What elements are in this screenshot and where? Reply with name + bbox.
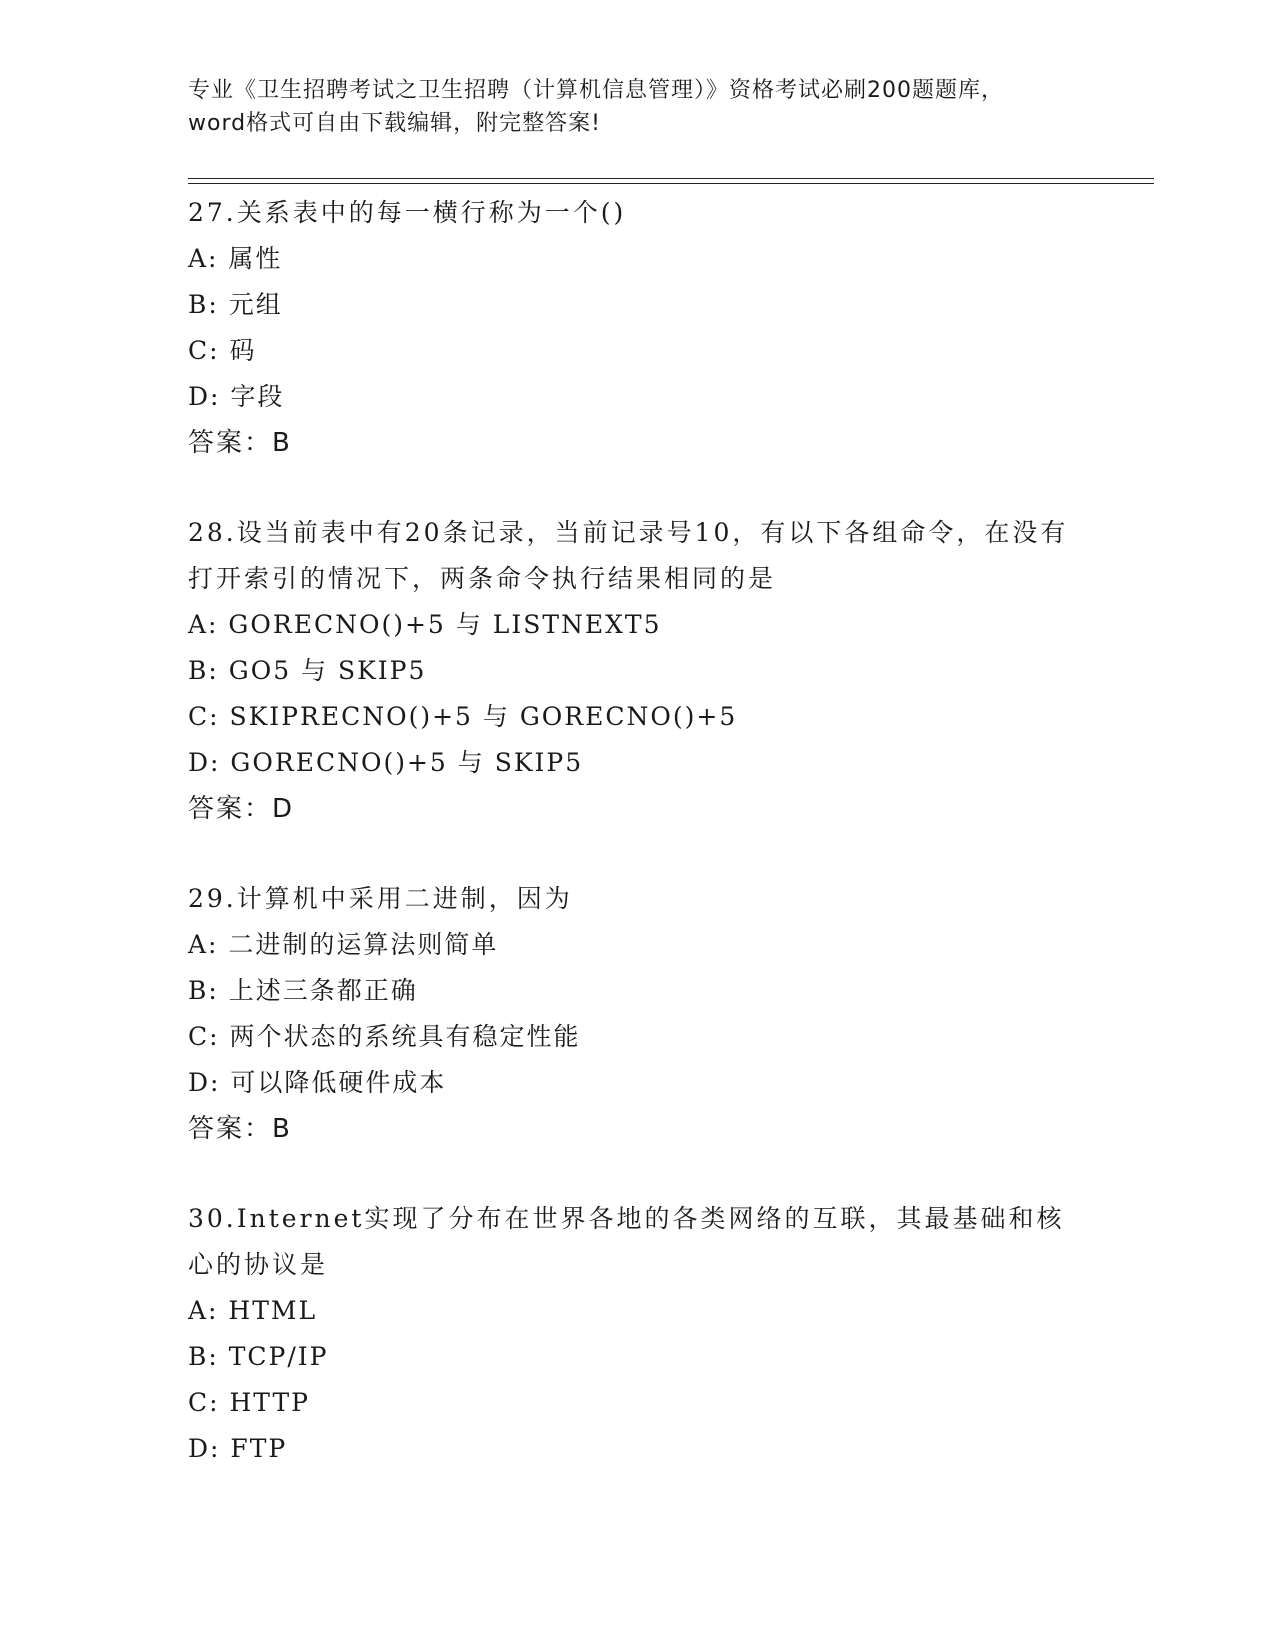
answer-line: 答案：B bbox=[188, 428, 292, 458]
option-a: A: 二进制的运算法则简单 bbox=[188, 930, 499, 959]
option-c: C: SKIPRECNO()+5 与 GORECNO()+5 bbox=[188, 702, 738, 731]
option-c: C: HTTP bbox=[188, 1388, 310, 1417]
question-list bbox=[188, 190, 1088, 1516]
option-d: D: 字段 bbox=[188, 382, 285, 411]
option-d: D: GORECNO()+5 与 SKIP5 bbox=[188, 748, 584, 777]
option-c: C: 两个状态的系统具有稳定性能 bbox=[188, 1022, 581, 1051]
question-text: 27.关系表中的每一横行称为一个() bbox=[188, 198, 627, 227]
header-divider-top bbox=[188, 178, 1154, 179]
option-b: B: GO5 与 SKIP5 bbox=[188, 656, 427, 685]
option-d: D: 可以降低硬件成本 bbox=[188, 1068, 447, 1097]
answer-line: 答案：B bbox=[188, 1114, 292, 1144]
question-29 bbox=[188, 876, 1088, 1152]
header-divider-bottom bbox=[188, 183, 1154, 184]
option-a: A: HTML bbox=[188, 1296, 318, 1325]
question-text: 29.计算机中采用二进制，因为 bbox=[188, 884, 573, 913]
option-b: B: 上述三条都正确 bbox=[188, 976, 418, 1005]
option-a: A: GORECNO()+5 与 LISTNEXT5 bbox=[188, 610, 662, 639]
question-text: 30.Internet实现了分布在世界各地的各类网络的互联，其最基础和核心的协议是 bbox=[188, 1204, 1065, 1279]
question-text: 28.设当前表中有20条记录，当前记录号10，有以下各组命令，在没有打开索引的情况下，两条命令执行结果相同的是 bbox=[188, 518, 1069, 593]
header-line-2: word格式可自由下载编辑，附完整答案! bbox=[188, 111, 601, 136]
question-30 bbox=[188, 1196, 1088, 1472]
header-line-1: 专业《卫生招聘考试之卫生招聘（计算机信息管理）》资格考试必刷200题题库， bbox=[188, 78, 1004, 103]
option-d: D: FTP bbox=[188, 1434, 288, 1463]
option-b: B: TCP/IP bbox=[188, 1342, 329, 1371]
question-27 bbox=[188, 190, 1088, 466]
option-a: A: 属性 bbox=[188, 244, 283, 273]
option-b: B: 元组 bbox=[188, 290, 283, 319]
question-28 bbox=[188, 510, 1088, 832]
answer-line: 答案：D bbox=[188, 794, 295, 824]
option-c: C: 码 bbox=[188, 336, 257, 365]
document-header bbox=[188, 74, 1088, 140]
